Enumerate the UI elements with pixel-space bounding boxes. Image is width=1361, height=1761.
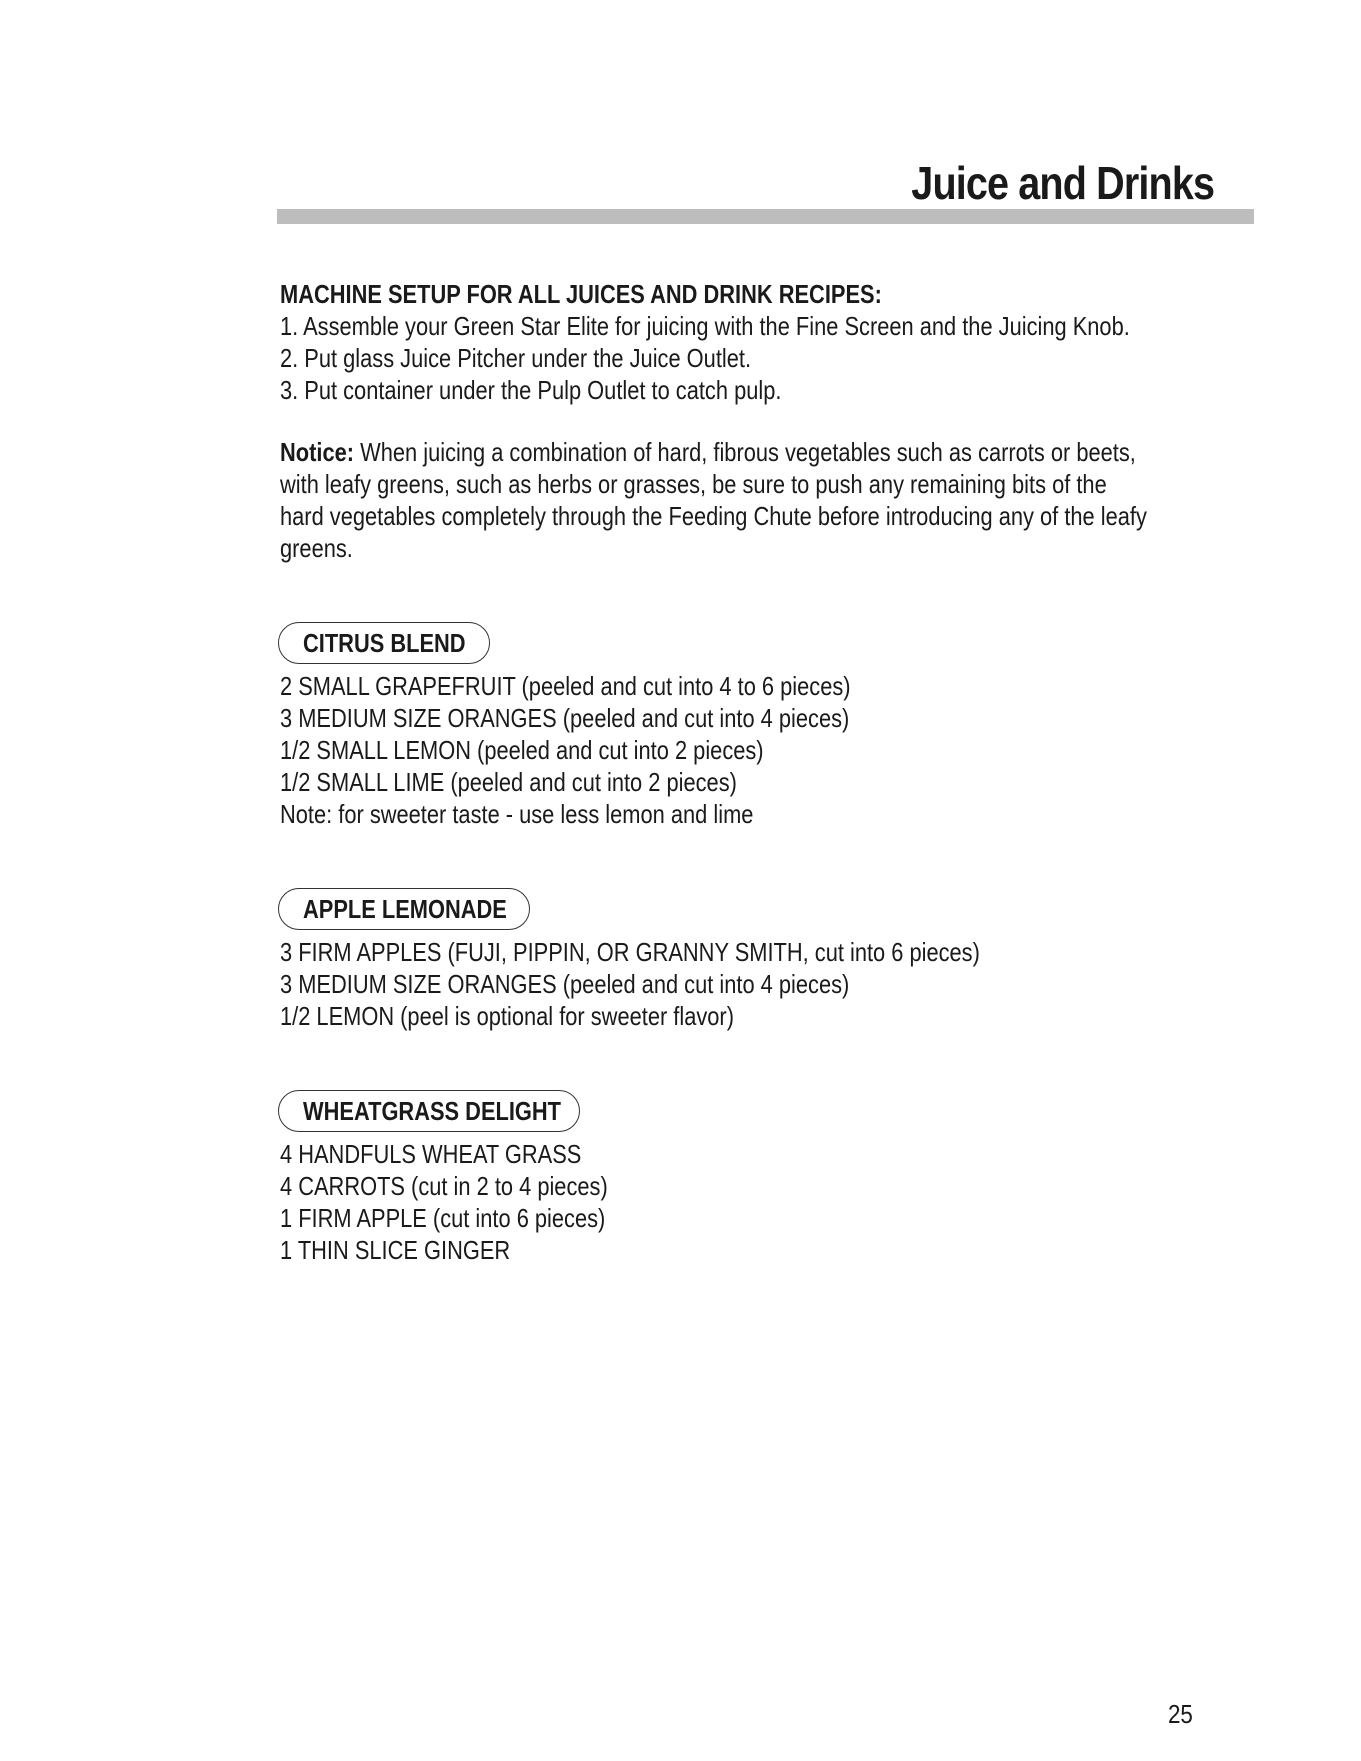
page-number: 25 xyxy=(1168,1699,1193,1729)
ingredient-line: 1 FIRM APPLE (cut into 6 pieces) xyxy=(280,1203,606,1233)
recipe-note: Note: for sweeter taste - use less lemon and lime xyxy=(280,799,754,829)
notice-section xyxy=(280,436,1220,564)
notice-label: Notice: xyxy=(280,437,355,467)
ingredient-line: 1/2 SMALL LIME (peeled and cut into 2 pieces) xyxy=(280,767,737,797)
page-content xyxy=(280,278,1220,1266)
recipe-citrus-blend xyxy=(280,622,1220,830)
recipe-title-badge xyxy=(278,622,490,664)
recipe-title: CITRUS BLEND xyxy=(303,628,466,658)
setup-step: 3. Put container under the Pulp Outlet to catch pulp. xyxy=(280,375,782,405)
ingredient-line: 4 CARROTS (cut in 2 to 4 pieces) xyxy=(280,1171,608,1201)
ingredient-line: 1/2 SMALL LEMON (peeled and cut into 2 pieces) xyxy=(280,735,764,765)
recipe-title: WHEATGRASS DELIGHT xyxy=(303,1096,562,1126)
recipe-title: APPLE LEMONADE xyxy=(303,894,507,924)
ingredient-line: 4 HANDFULS WHEAT GRASS xyxy=(280,1139,582,1169)
recipe-wheatgrass-delight xyxy=(280,1090,1220,1266)
setup-step: 2. Put glass Juice Pitcher under the Juice Outlet. xyxy=(280,343,752,373)
notice-line xyxy=(280,436,1136,468)
ingredient-line: 1/2 LEMON (peel is optional for sweeter flavor) xyxy=(280,1001,734,1031)
title-rule xyxy=(277,209,1254,224)
recipe-apple-lemonade xyxy=(280,888,1220,1032)
setup-step: 1. Assemble your Green Star Elite for juicing with the Fine Screen and the Juicing Knob. xyxy=(280,311,1130,341)
ingredient-line: 2 SMALL GRAPEFRUIT (peeled and cut into 4 to 6 pieces) xyxy=(280,671,851,701)
recipe-title-badge xyxy=(278,1090,580,1132)
ingredient-line: 3 MEDIUM SIZE ORANGES (peeled and cut into 4 pieces) xyxy=(280,703,850,733)
recipe-title-badge xyxy=(278,888,530,930)
notice-line: hard vegetables completely through the Feeding Chute before introducing any of the leafy xyxy=(280,501,1147,531)
ingredient-line: 1 THIN SLICE GINGER xyxy=(280,1235,511,1265)
page-title: Juice and Drinks xyxy=(911,157,1214,209)
notice-line: greens. xyxy=(280,533,353,563)
notice-line: with leafy greens, such as herbs or grasses, be sure to push any remaining bits of the xyxy=(280,469,1107,499)
setup-heading: MACHINE SETUP FOR ALL JUICES AND DRINK RECIPES: xyxy=(280,279,882,309)
ingredient-line: 3 MEDIUM SIZE ORANGES (peeled and cut into 4 pieces) xyxy=(280,969,850,999)
machine-setup-section xyxy=(280,278,1220,406)
ingredient-line: 3 FIRM APPLES (FUJI, PIPPIN, OR GRANNY SMITH, cut into 6 pieces) xyxy=(280,937,980,967)
notice-text: When juicing a combination of hard, fibrous vegetables such as carrots or beets, xyxy=(354,437,1136,467)
